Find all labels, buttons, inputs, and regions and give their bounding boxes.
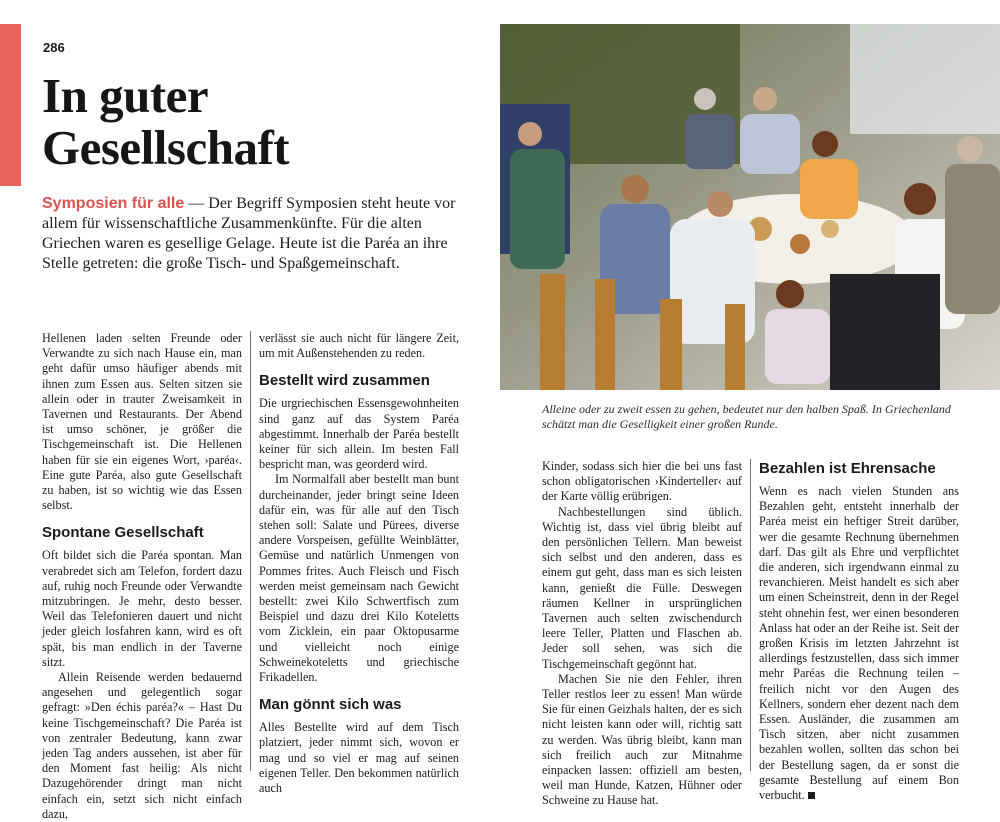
intro-text: — Der Begriff Symposien steht heute vor allem für wissenschaftliche Zusammenkünfte. Für die alten Griechen waren es gesellige Gelage. Heute ist die Paréa an ihre Stelle getreten: die große Tisch- und Spaßgemeinschaft.	[42, 195, 456, 272]
paragraph: Alles Bestellte wird auf dem Tisch platziert, jeder nimmt sich, wovon er mag und so viel er mag auf seinen eigenen Teller. Den bekommen natürlich auch	[259, 720, 459, 796]
title-line-1: In guter	[42, 68, 209, 123]
column-divider	[750, 459, 751, 771]
text-column-4	[759, 459, 959, 803]
paragraph: Oft bildet sich die Paréa spontan. Man verabredet sich am Telefon, fordert dazu auf, ruhig noch Freunde oder Verwandte mitzubringen. Je mehr, desto besser. Weil das Telefonieren dauert und nicht jeder gleich losfahren kann, wird es oft spät, bis man endlich in der Taverne sitzt.	[42, 548, 242, 669]
paragraph: Allein Reisende werden bedauernd angesehen und gelegentlich sogar gefragt: »Den échis paréa?« – Hast Du keine Tischgemeinschaft? Die Paréa ist von zentraler Bedeutung, kann zwar jeden Tag anders aussehen, ist aber für den Moment fast heilig: Als nicht Dazugehörender dringt man nicht einfach ein, setzt sich nicht einfach dazu,	[42, 670, 242, 821]
paragraph: Im Normalfall aber bestellt man bunt durcheinander, jeder bringt seine Ideen dafür ein, was für alle auf den Tisch stehen soll: Salate und Pürees, diverse andere Vorspeisen, gefüllte Weinblätter, Gemüse und natürlich Unmengen von Pommes frites. Auch Fleisch und Fisch werden meist gemeinsam nach Gewicht bestellt: zwei Kilo Schwertfisch zum Beispiel und dazu drei Kilo Koteletts vom Zicklein, ein paar Oktopusarme und vielleicht noch einige Schweinekoteletts und griechische Frikadellen.	[259, 472, 459, 685]
title-line-2: Gesellschaft	[42, 120, 290, 175]
paragraph-text: Wenn es nach vielen Stunden ans Bezahlen geht, entsteht innerhalb der Paréa meist ein heftiger Streit darüber, wer die gesamte Rechnung übernehmen darf. Das gilt als Ehre und verpflichtet die anderen, sich irgendwann einmal zu revanchieren. Meist handelt es sich aber um einen Scheinstreit, denn in der Regel steht ohnehin fest, wer einen besonderen Anlass hat oder an der Reihe ist. Seit der großen Krisis im letzten Jahrzehnt ist allerdings festzustellen, dass sich immer mehr Paréas die Rechnung teilen – freilich nicht vor den Augen des Kellners, sondern eher dezent nach dem Essen. Ausländer, die zusammen am Tisch sitzen, aber nicht zusammen bezahlen wollen, sollten das schon bei der Bestellung sagen, da er sonst die gesamte Bestellung auf einem Bon verbucht.	[759, 484, 959, 803]
section-color-bar	[0, 24, 21, 186]
text-column-1	[42, 331, 242, 822]
photo-caption: Alleine oder zu zweit essen zu gehen, bedeutet nur den halben Spaß. In Griechenland schätzt man die Geselligkeit einer großen Runde.	[542, 402, 951, 431]
subheading-bezahlen-ist-ehrensache: Bezahlen ist Ehrensache	[759, 460, 936, 477]
paragraph: Hellenen laden selten Freunde oder Verwandte zu sich nach Hause ein, man geht dafür umso häufiger abends mit ihnen zum Essen aus. Selten sitzen sie allein oder in trauter Zweisamkeit in Tavernen und Restaurants. Der Abend ist umso schöner, je größer die Tischgemeinschaft ist. Die Hellenen haben für sie ein eigenes Wort, ›paréa‹. Eine gute Paréa, also gute Gesellschaft zu haben, ist so wichtig wie das Essen selbst.	[42, 331, 242, 513]
paragraph: Die urgriechischen Essensgewohnheiten sind ganz auf das System Paréa abgestimmt. Innerhalb der Paréa bestellt keiner für sich allein. Im besten Fall bespricht man, was georderd wird.	[259, 396, 459, 472]
paragraph	[759, 484, 959, 803]
subheading-man-goennt-sich-was: Man gönnt sich was	[259, 696, 402, 714]
end-of-article-mark	[808, 792, 815, 799]
column-divider	[250, 331, 251, 771]
intro-paragraph	[42, 194, 462, 274]
article-title	[42, 70, 289, 174]
paragraph: verlässt sie auch nicht für längere Zeit, um mit Außenstehenden zu reden.	[259, 331, 459, 361]
subheading-bestellt-wird-zusammen: Bestellt wird zusammen	[259, 372, 430, 390]
photo-illustration	[500, 24, 1000, 390]
page-number: 286	[43, 40, 65, 55]
subheading-spontane-gesellschaft: Spontane Gesellschaft	[42, 524, 204, 542]
intro-lead: Symposien für alle	[42, 195, 185, 212]
paragraph: Nachbestellungen sind üblich. Wichtig ist, dass viel übrig bleibt auf den persönlichen Tellern. Man beweist sich selbst und den anderen, dass es einem gut geht, dass man es sich leisten kann, genießt die Fülle. Deswegen räumen Kellner in ursprünglichen Tavernen auch selten zwischendurch leere Teller, Platten und Flaschen ab. Jeder soll sehen, was sich die Tischgemeinschaft gegönnt hat.	[542, 504, 742, 671]
taverna-group-photo	[500, 24, 1000, 390]
paragraph: Kinder, sodass sich hier die bei uns fast schon obligatorischen ›Kinderteller‹ auf der Karte völlig erübrigen.	[542, 459, 742, 504]
text-column-2	[259, 331, 459, 796]
text-column-3	[542, 459, 742, 809]
paragraph: Machen Sie nie den Fehler, ihren Teller restlos leer zu essen! Man würde Sie für einen Geizhals halten, der es sich nicht leisten kann oder will, richtig satt zu werden. Was übrig bleibt, kann man sich freilich auch zur Mitnahme einpacken lassen: offiziell am besten, weil man Hunde, Katzen, Hühner oder Schweine zu Hause hat.	[542, 671, 742, 808]
